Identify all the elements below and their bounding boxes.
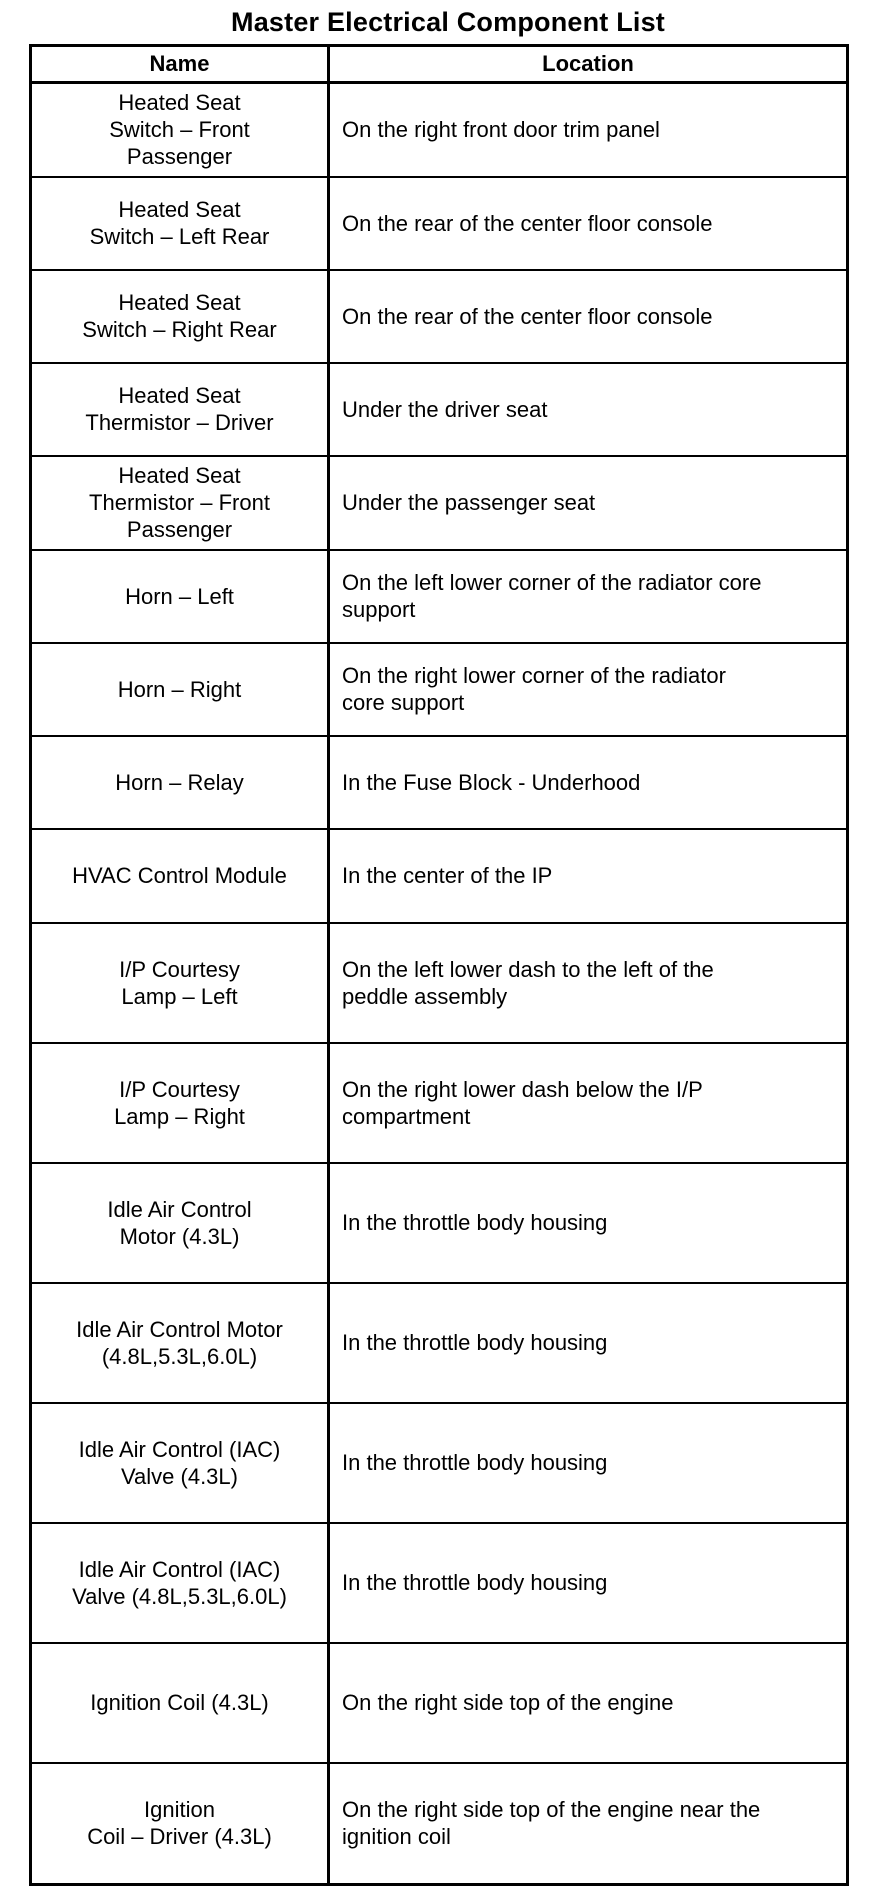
component-name: Horn – Left bbox=[31, 550, 329, 643]
table-row bbox=[31, 736, 848, 829]
column-header-name: Name bbox=[31, 46, 329, 83]
component-location: On the rear of the center floor console bbox=[329, 270, 848, 363]
component-name: Ignition Coil – Driver (4.3L) bbox=[31, 1763, 329, 1885]
component-table bbox=[29, 44, 849, 1886]
component-name: Heated Seat Thermistor – Driver bbox=[31, 363, 329, 456]
table-row bbox=[31, 270, 848, 363]
component-name: Heated Seat Switch – Front Passenger bbox=[31, 83, 329, 177]
component-name: Heated Seat Thermistor – Front Passenger bbox=[31, 456, 329, 550]
table-row bbox=[31, 83, 848, 177]
component-location: In the throttle body housing bbox=[329, 1523, 848, 1643]
component-name: Idle Air Control (IAC) Valve (4.3L) bbox=[31, 1403, 329, 1523]
component-name: HVAC Control Module bbox=[31, 829, 329, 923]
table-row bbox=[31, 923, 848, 1043]
table-row bbox=[31, 363, 848, 456]
component-location: In the Fuse Block - Underhood bbox=[329, 736, 848, 829]
component-location: On the right side top of the engine near the ignition coil bbox=[329, 1763, 848, 1885]
component-location: In the center of the IP bbox=[329, 829, 848, 923]
component-location: On the right side top of the engine bbox=[329, 1643, 848, 1763]
component-name: I/P Courtesy Lamp – Right bbox=[31, 1043, 329, 1163]
column-header-location: Location bbox=[329, 46, 848, 83]
component-location: In the throttle body housing bbox=[329, 1403, 848, 1523]
table-row bbox=[31, 1283, 848, 1403]
table-row bbox=[31, 1643, 848, 1763]
component-location: On the right lower corner of the radiator core support bbox=[329, 643, 848, 736]
component-name: I/P Courtesy Lamp – Left bbox=[31, 923, 329, 1043]
table-row bbox=[31, 177, 848, 270]
component-location: On the rear of the center floor console bbox=[329, 177, 848, 270]
component-name: Idle Air Control (IAC) Valve (4.8L,5.3L,6.0L) bbox=[31, 1523, 329, 1643]
component-location: Under the passenger seat bbox=[329, 456, 848, 550]
component-name: Horn – Relay bbox=[31, 736, 329, 829]
table-header-row bbox=[31, 46, 848, 83]
component-location: On the right lower dash below the I/P compartment bbox=[329, 1043, 848, 1163]
table-row bbox=[31, 829, 848, 923]
component-location: In the throttle body housing bbox=[329, 1163, 848, 1283]
component-location: On the right front door trim panel bbox=[329, 83, 848, 177]
table-row bbox=[31, 1523, 848, 1643]
component-location: Under the driver seat bbox=[329, 363, 848, 456]
component-name: Heated Seat Switch – Right Rear bbox=[31, 270, 329, 363]
component-name: Idle Air Control Motor (4.3L) bbox=[31, 1163, 329, 1283]
table-row bbox=[31, 1763, 848, 1885]
component-location: In the throttle body housing bbox=[329, 1283, 848, 1403]
table-row bbox=[31, 1163, 848, 1283]
component-location: On the left lower dash to the left of the peddle assembly bbox=[329, 923, 848, 1043]
component-name: Heated Seat Switch – Left Rear bbox=[31, 177, 329, 270]
table-row bbox=[31, 456, 848, 550]
component-name: Horn – Right bbox=[31, 643, 329, 736]
page-title: Master Electrical Component List bbox=[231, 7, 665, 37]
component-location: On the left lower corner of the radiator core support bbox=[329, 550, 848, 643]
table-row bbox=[31, 550, 848, 643]
table-row bbox=[31, 643, 848, 736]
table-row bbox=[31, 1043, 848, 1163]
component-name: Idle Air Control Motor (4.8L,5.3L,6.0L) bbox=[31, 1283, 329, 1403]
component-name: Ignition Coil (4.3L) bbox=[31, 1643, 329, 1763]
table-row bbox=[31, 1403, 848, 1523]
